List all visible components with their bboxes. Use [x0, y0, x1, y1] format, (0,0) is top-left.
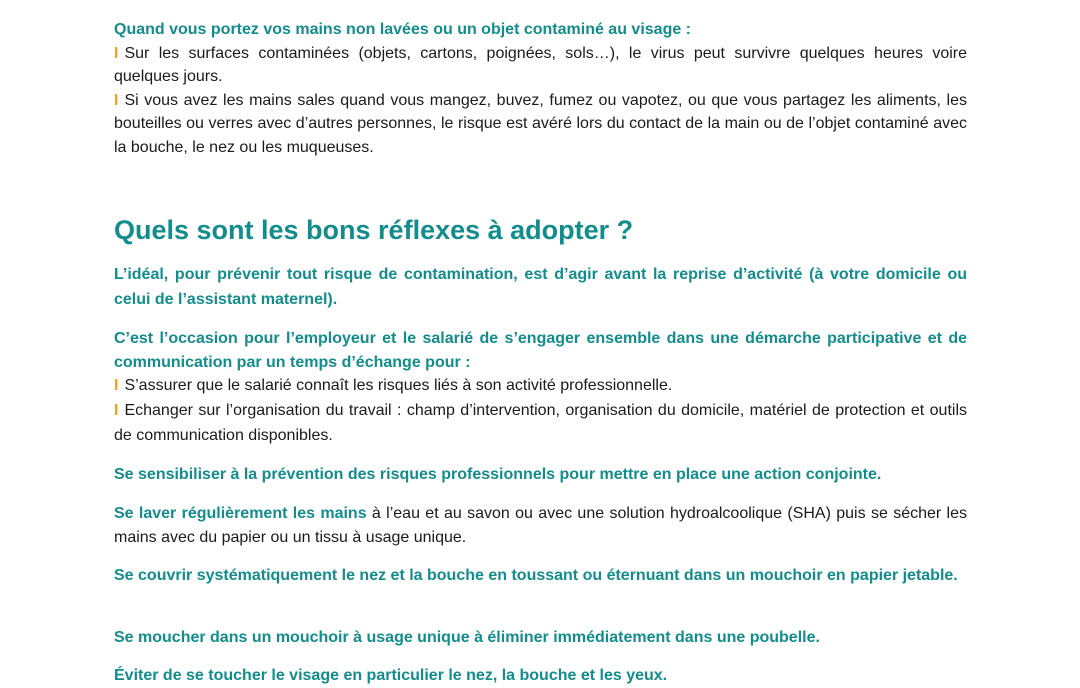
- couvrir-paragraph: Se couvrir systématiquement le nez et la bouche en toussant ou éternuant dans un mouchoir en papier jetable.: [114, 567, 958, 584]
- intro-bullet-2: I Si vous avez les mains sales quand vous mangez, buvez, fumez ou vapotez, ou que vous partagez les aliments, les bouteilles ou verres avec d’autres personnes, le risque est avéré lors du contact de la main ou de l’objet contaminé avec la bouche, le nez ou les muqueuses.: [114, 91, 967, 156]
- moucher-paragraph: Se moucher dans un mouchoir à usage unique à éliminer immédiatement dans une poubelle.: [114, 629, 820, 646]
- section-title-block: [114, 214, 967, 246]
- sensibiliser-block: [114, 463, 967, 487]
- laver-paragraph: [114, 502, 967, 549]
- bullet-marker: I: [114, 91, 119, 109]
- intro-section: [114, 18, 967, 159]
- ideal-block: [114, 262, 967, 312]
- ideal-paragraph: L’idéal, pour prévenir tout risque de contamination, est d’agir avant la reprise d’activité (à votre domicile ou celui de l’assistant maternel).: [114, 266, 967, 308]
- intro-bullet-1: I Sur les surfaces contaminées (objets, cartons, poignées, sols…), le virus peut survivre quelques heures voire quelques jours.: [114, 44, 967, 85]
- occasion-bullet-2: I Echanger sur l’organisation du travail : champ d’intervention, organisation du domicile, matériel de protection et outils de communication disponibles.: [114, 401, 967, 444]
- laver-block: [114, 502, 967, 549]
- eviter-block: [114, 664, 967, 684]
- occasion-heading: C’est l’occasion pour l’employeur et le salarié de s’engager ensemble dans une démarche participative et de communication par un temps d’échange pour :: [114, 330, 967, 371]
- bullet-marker: I: [114, 44, 119, 62]
- occasion-block: [114, 327, 967, 448]
- couvrir-block: [114, 564, 967, 588]
- eviter-paragraph: Éviter de se toucher le visage en particulier le nez, la bouche et les yeux.: [114, 667, 668, 684]
- occasion-bullet-1: I S’assurer que le salarié connaît les risques liés à son activité professionnelle.: [114, 377, 673, 394]
- sensibiliser-paragraph: Se sensibiliser à la prévention des risques professionnels pour mettre en place une action conjointe.: [114, 466, 882, 483]
- laver-rest: à l’eau et au savon ou avec une solution hydroalcoolique (SHA) puis se sécher les mains avec du papier ou un tissu à usage unique.: [114, 505, 968, 546]
- moucher-block: [114, 626, 967, 650]
- section-title: Quels sont les bons réflexes à adopter ?: [114, 215, 634, 245]
- intro-heading: Quand vous portez vos mains non lavées ou un objet contaminé au visage :: [114, 21, 692, 38]
- bullet-marker: I: [114, 401, 119, 419]
- bullet-marker: I: [114, 377, 119, 394]
- laver-bold: Se laver régulièrement les mains: [114, 505, 367, 522]
